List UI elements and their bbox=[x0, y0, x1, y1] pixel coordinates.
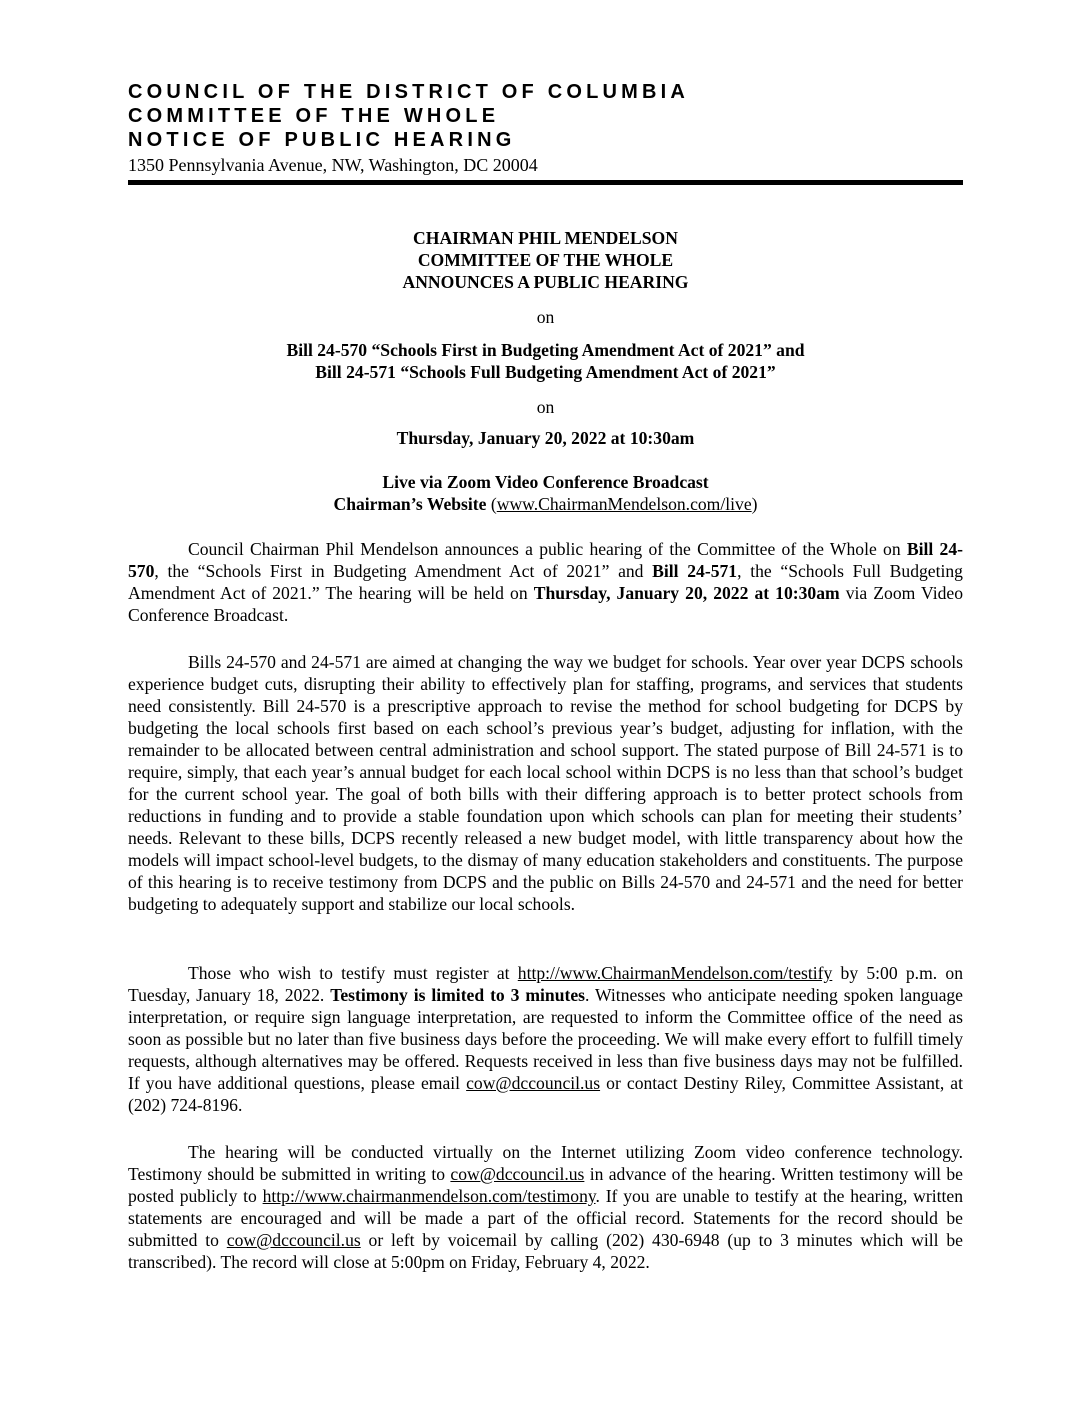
p4-text-2: in advance of the hearing. Written testimony will be posted publicly to bbox=[128, 1164, 963, 1206]
bill-title-570: Bill 24-570 “Schools First in Budgeting Amendment Act of 2021” and bbox=[286, 340, 805, 360]
p2-text: Bills 24-570 and 24-571 are aimed at changing the way we budget for schools. Year over year DCPS schools experience budget cuts, disrupting their ability to effectively plan for staffing, programs, and services that students need consistently. Bill 24-570 is a prescriptive approach to revise the method for school budgeting for DCPS by budgeting the local schools first based on each school’s previous year’s budget, adjusting for inflation, with the remainder to be allocated between central administration and school support. The stated purpose of Bill 24-571 is to require, simply, that each year’s annual budget for each local school within DCPS is no less than that school’s budget for the current school year. The goal of both bills with their differing approach is to better protect schools from reductions in funding and to provide a stable foundation upon which schools can plan for meeting their students’ needs. Relevant to these bills, DCPS recently released a new budget model, with little transparency about how the models will impact school-level budgets, to the dismay of many education stakeholders and constituents. The purpose of this hearing is to receive testimony from DCPS and the public on Bills 24-570 and 24-571 and the need for better budgeting to adequately support and stabilize our local schools. bbox=[128, 652, 963, 914]
hearing-date-text: Thursday, January 20, 2022 at 10:30am bbox=[396, 428, 695, 448]
p4-text-4: or left by voicemail by calling (202) 430-6948 (up to 3 minutes which will be transcribed). The record will close at 5:00pm on Friday, February 4, 2022. bbox=[128, 1230, 963, 1272]
on-separator-2 bbox=[128, 396, 963, 418]
heading-line-committee: COMMITTEE OF THE WHOLE bbox=[417, 250, 674, 270]
bill-title-571: Bill 24-571 “Schools Full Budgeting Amendment Act of 2021” bbox=[315, 362, 776, 382]
p1-date: Thursday, January 20, 2022 at 10:30am bbox=[533, 583, 840, 603]
testimony-link[interactable]: http://www.chairmanmendelson.com/testimony bbox=[262, 1186, 596, 1206]
email-link-1[interactable]: cow@dccouncil.us bbox=[466, 1073, 601, 1093]
website-label: Chairman’s Website bbox=[333, 494, 487, 514]
email-link-2[interactable]: cow@dccouncil.us bbox=[450, 1164, 585, 1184]
committee-name: COMMITTEE OF THE WHOLE bbox=[128, 105, 500, 127]
p1-text-1: Council Chairman Phil Mendelson announces a public hearing of the Committee of the Whole on bbox=[188, 539, 907, 559]
broadcast-method: Live via Zoom Video Conference Broadcast bbox=[382, 472, 709, 492]
website-close-paren: ) bbox=[751, 494, 758, 514]
hearing-date bbox=[128, 427, 963, 449]
p1-text-3: , the “Schools Full Budgeting Amendment Act of 2021.” The hearing will be held on bbox=[128, 561, 963, 603]
letterhead bbox=[128, 80, 963, 176]
heading-line-announces: ANNOUNCES A PUBLIC HEARING bbox=[402, 272, 689, 292]
p3-text-1: Those who wish to testify must register at bbox=[188, 963, 518, 983]
paragraph-bill-purpose bbox=[128, 651, 963, 915]
p3-text-3: . Witnesses who anticipate needing spoken language interpretation, or require sign language interpretation, are requested to inform the Committee office of the need as soon as possible but no later than five business days before the proceeding. We will make every effort to fulfill timely requests, although alternatives may be offered. Requests received in less than five business days may not be fulfilled. If you have additional questions, please email bbox=[128, 985, 963, 1093]
p4-text-3: . If you are unable to testify at the hearing, written statements are encouraged and will be made a part of the official record. Statements for the record should be submitted to bbox=[128, 1186, 963, 1250]
announcement-heading bbox=[128, 227, 963, 293]
paragraph-testify-instructions bbox=[128, 962, 963, 1116]
website-line bbox=[128, 493, 963, 515]
paragraph-virtual-hearing bbox=[128, 1141, 963, 1273]
website-open-paren: ( bbox=[486, 494, 497, 514]
p1-text-4: via Zoom Video Conference Broadcast. bbox=[128, 583, 963, 625]
on-separator-1 bbox=[128, 306, 963, 328]
broadcast-info bbox=[128, 471, 963, 515]
council-address: 1350 Pennsylvania Avenue, NW, Washington, DC 20004 bbox=[128, 155, 538, 175]
p3-text-4: or contact Destiny Riley, Committee Assistant, at (202) 724-8196. bbox=[128, 1073, 963, 1115]
p3-text-2: by 5:00 p.m. on Tuesday, January 18, 2022. bbox=[128, 963, 963, 1005]
p1-bill-571: Bill 24-571 bbox=[652, 561, 738, 581]
notice-title: NOTICE OF PUBLIC HEARING bbox=[128, 129, 516, 151]
letterhead-divider bbox=[128, 180, 963, 185]
paragraph-announcement bbox=[128, 538, 963, 626]
email-link-3[interactable]: cow@dccouncil.us bbox=[226, 1230, 361, 1250]
council-name: COUNCIL OF THE DISTRICT OF COLUMBIA bbox=[128, 81, 690, 103]
live-website-link[interactable]: www.ChairmanMendelson.com/live bbox=[496, 494, 752, 514]
p4-text-1: The hearing will be conducted virtually on the Internet utilizing Zoom video conference technology. Testimony should be submitted in writing to bbox=[128, 1142, 963, 1184]
on-text-1: on bbox=[536, 307, 555, 327]
testify-link[interactable]: http://www.ChairmanMendelson.com/testify bbox=[517, 963, 833, 983]
bill-titles bbox=[128, 339, 963, 383]
heading-line-chairman: CHAIRMAN PHIL MENDELSON bbox=[413, 228, 678, 248]
on-text-2: on bbox=[536, 397, 555, 417]
p3-time-limit: Testimony is limited to 3 minutes bbox=[330, 985, 586, 1005]
p1-text-2: , the “Schools First in Budgeting Amendment Act of 2021” and bbox=[154, 561, 653, 581]
p1-bill-570: Bill 24-570 bbox=[128, 539, 963, 581]
